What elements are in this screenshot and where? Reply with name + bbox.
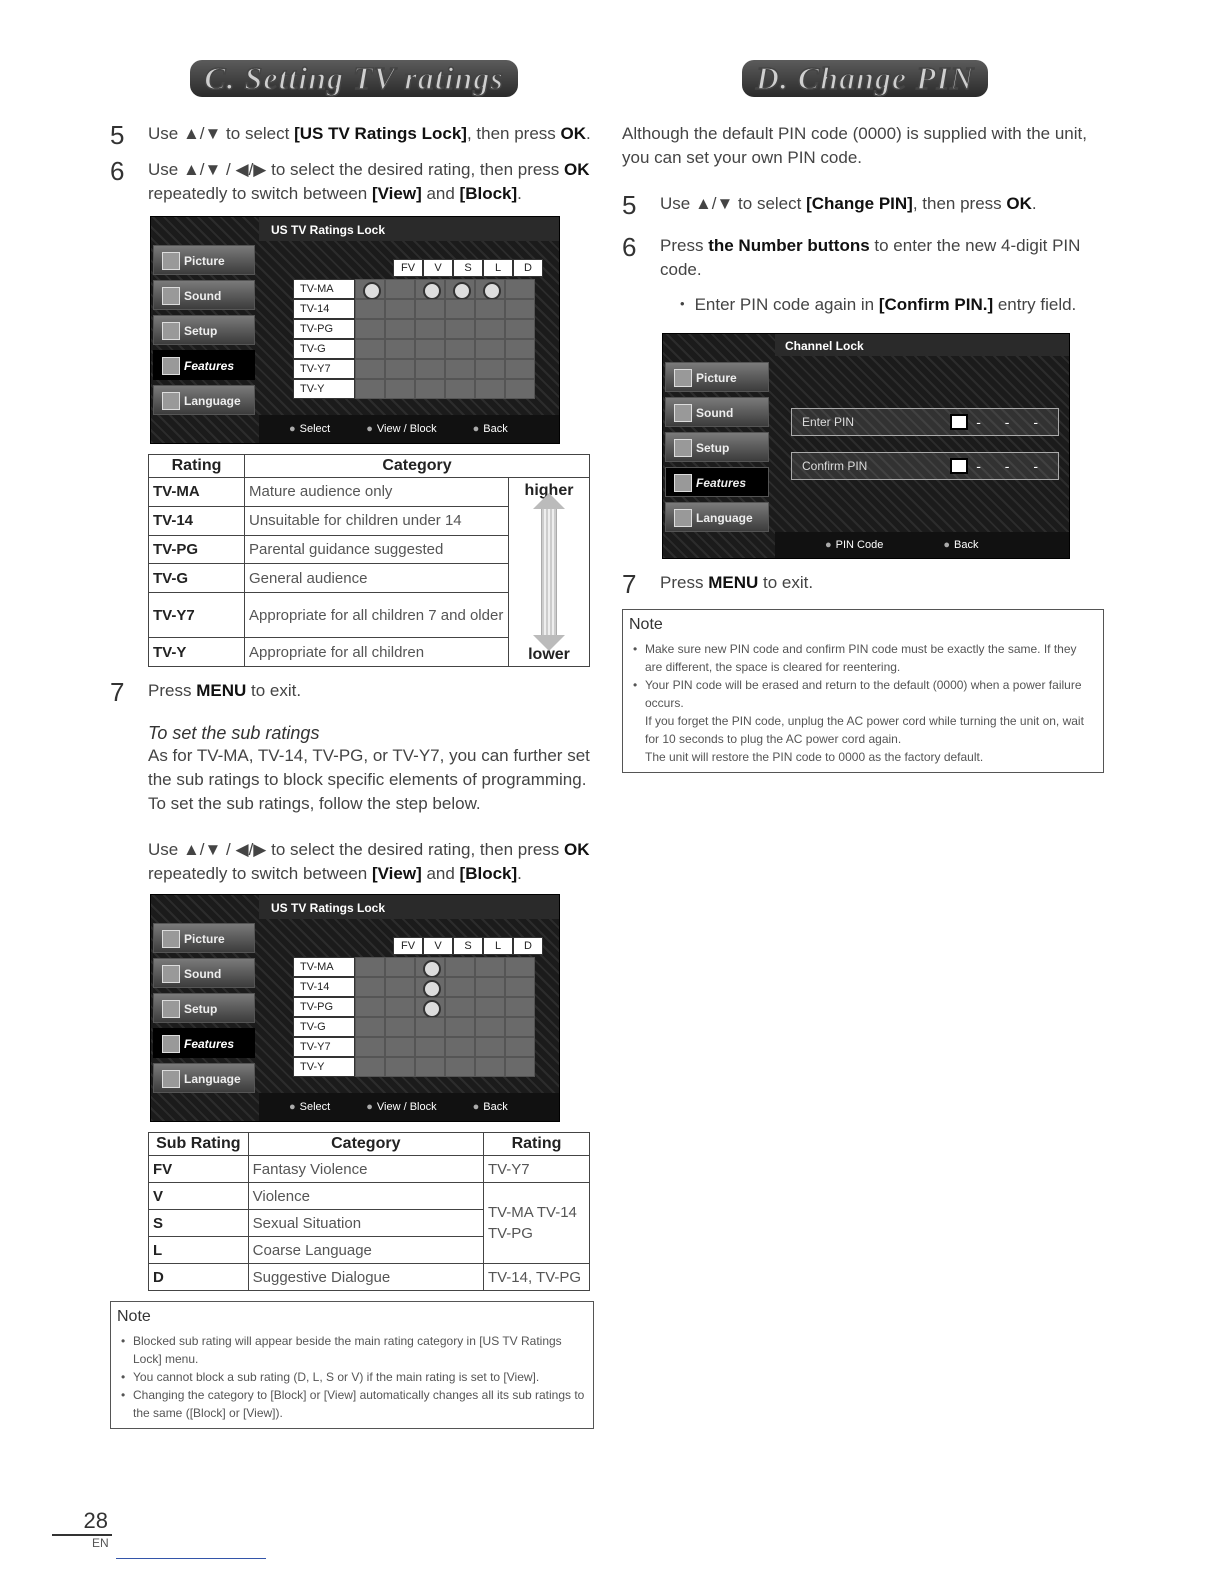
sub-ratings-heading: To set the sub ratings bbox=[148, 723, 320, 743]
menu-item-picture: Picture bbox=[153, 923, 255, 953]
menu-sidebar bbox=[153, 923, 255, 1098]
grid-row: TV-G bbox=[293, 1017, 535, 1037]
left-column bbox=[110, 60, 598, 1429]
step-6-left: 6 Use ▲/▼ / ◀/▶ to select the desired rating, then press OK repeatedly to switch between [View] and [Block]. bbox=[110, 156, 590, 203]
select-hint: ● Select bbox=[289, 423, 330, 435]
grid-header: FV V S L D bbox=[393, 937, 543, 955]
menu-item-sound: Sound bbox=[153, 280, 255, 310]
page-number: 28 EN bbox=[52, 1508, 112, 1550]
lock-icon bbox=[445, 279, 475, 299]
menu-sidebar bbox=[153, 245, 255, 420]
lock-icon bbox=[415, 279, 445, 299]
menu-panel bbox=[259, 217, 559, 443]
menu-panel: Channel Lock Enter PIN - - - Confirm PIN - - - ● PIN Code ● Back bbox=[775, 334, 1069, 558]
channel-lock-menu-screenshot bbox=[662, 333, 1070, 559]
rating-header: Rating bbox=[149, 455, 245, 478]
menu-button-bar: ● Select ● View / Block ● Back bbox=[259, 1093, 559, 1121]
rating-table: Rating Category TV-MA Mature audience only higher lower TV-14 Unsuitable for children under 14 TV-PG Parental guidance suggested TV-G General audience TV-Y7 Appropriate for all children 7 and older TV-Y Appropriate for all children bbox=[148, 454, 590, 667]
menu-item-picture: Picture bbox=[153, 245, 255, 275]
col-v: V bbox=[423, 259, 453, 277]
col-fv: FV bbox=[393, 259, 423, 277]
grid-row: TV-14 bbox=[293, 977, 535, 997]
right-column bbox=[622, 60, 1108, 773]
grid-row: TV-Y7 bbox=[293, 359, 535, 379]
menu-button-bar bbox=[259, 415, 559, 443]
step-5-right: 5 Use ▲/▼ to select [Change PIN], then press OK. bbox=[622, 190, 1037, 220]
enter-pin-field: Enter PIN - - - bbox=[791, 408, 1059, 436]
menu-item-setup: Setup bbox=[153, 993, 255, 1023]
footer-rule bbox=[116, 1558, 266, 1559]
confirm-pin-field: Confirm PIN - - - bbox=[791, 452, 1059, 480]
menu-item-setup: Setup bbox=[153, 315, 255, 345]
confirm-pin-bullet: • Enter PIN code again in [Confirm PIN.] entry field. bbox=[680, 292, 1108, 317]
lock-icon bbox=[355, 279, 385, 299]
menu-title: US TV Ratings Lock bbox=[259, 217, 559, 241]
note-box-left: Note • Blocked sub rating will appear beside the main rating category in [US TV Ratings Lock] menu. • You cannot block a sub rating (D, L, S or V) if the main rating is set to [View]. • Changing the category to [Block] or [View] automatically changes all its sub ratings to the same ([Block] or [View]). bbox=[110, 1301, 594, 1429]
sub-rating-table: Sub Rating Category Rating FV Fantasy Violence TV-Y7 V Violence TV-MA TV-14 TV-PG S Sexual Situation L Coarse Language D Suggestive Dialogue TV-14, TV-PG bbox=[148, 1132, 590, 1291]
grid-row: TV-PG bbox=[293, 319, 535, 339]
grid-row: TV-PG bbox=[293, 997, 535, 1017]
menu-panel bbox=[259, 895, 559, 1121]
lock-icon bbox=[475, 279, 505, 299]
category-header: Category bbox=[245, 455, 590, 478]
grid-row: TV-MA bbox=[293, 957, 535, 977]
tv-ratings-menu-screenshot bbox=[150, 216, 560, 444]
step-7-left: 7 Press MENU to exit. bbox=[110, 677, 302, 707]
higher-lower-arrow bbox=[509, 478, 590, 667]
lock-icon bbox=[415, 957, 445, 977]
pin-cursor-icon bbox=[950, 414, 968, 430]
grid-row: TV-G bbox=[293, 339, 535, 359]
grid-header bbox=[393, 259, 543, 277]
menu-item-language: Language bbox=[153, 1063, 255, 1093]
intro-paragraph: Although the default PIN code (0000) is supplied with the unit, you can set your own PIN code. bbox=[622, 124, 1087, 167]
menu-item-sound: Sound bbox=[153, 958, 255, 988]
section-title-change-pin: D. Change PIN bbox=[622, 60, 1108, 100]
menu-button-bar: ● PIN Code ● Back bbox=[775, 532, 1069, 558]
tv-sub-ratings-menu-screenshot bbox=[150, 894, 560, 1122]
grid-row: TV-Y bbox=[293, 379, 535, 399]
grid-rows bbox=[293, 957, 535, 1077]
step-6-right: 6 Press the Number buttons to enter the new 4-digit PIN code. bbox=[622, 232, 1081, 279]
grid-row: TV-Y7 bbox=[293, 1037, 535, 1057]
menu-item-language: Language bbox=[153, 385, 255, 415]
menu-item-features: Features bbox=[153, 1028, 255, 1058]
lock-icon bbox=[415, 997, 445, 1017]
grid-row: TV-Y bbox=[293, 1057, 535, 1077]
sub-ratings-step: Use ▲/▼ / ◀/▶ to select the desired rating, then press OK repeatedly to switch between [View] and [Block]. bbox=[148, 840, 590, 883]
menu-item-features: Features bbox=[153, 350, 255, 380]
sub-ratings-paragraph: As for TV-MA, TV-14, TV-PG, or TV-Y7, you can further set the sub ratings to block specific elements of programming. To set the sub ratings, follow the step below. bbox=[148, 746, 590, 813]
col-s: S bbox=[453, 259, 483, 277]
section-title-tv-ratings: C. Setting TV ratings bbox=[110, 60, 598, 100]
double-arrow-icon bbox=[541, 508, 557, 636]
col-l: L bbox=[483, 259, 513, 277]
lower-label: lower bbox=[528, 646, 570, 663]
grid-row: TV-14 bbox=[293, 299, 535, 319]
col-d: D bbox=[513, 259, 543, 277]
step-5-left: 5 Use ▲/▼ to select [US TV Ratings Lock], then press OK. bbox=[110, 120, 591, 150]
view-block-hint: ● View / Block bbox=[366, 423, 436, 435]
menu-sidebar: Picture Sound Setup Features Language bbox=[665, 362, 769, 537]
grid-rows bbox=[293, 279, 535, 399]
lock-icon bbox=[415, 977, 445, 997]
pin-cursor-icon bbox=[950, 458, 968, 474]
back-hint: ● Back bbox=[473, 423, 508, 435]
grid-row: TV-MA bbox=[293, 279, 535, 299]
menu-title: US TV Ratings Lock bbox=[259, 895, 559, 919]
note-box-right: Note • Make sure new PIN code and confirm PIN code must be exactly the same. If they are different, the space is cleared for reentering. • Your PIN code will be erased and return to the default (0000) when a power failure occurs. If you forget the PIN code, unplug the AC power cord while turning the unit on, wait for 10 seconds to plug the AC power cord again. The unit will restore the PIN code to 0000 as the factory default. bbox=[622, 609, 1104, 773]
step-7-right: 7 Press MENU to exit. bbox=[622, 569, 814, 599]
higher-label: higher bbox=[524, 482, 574, 499]
